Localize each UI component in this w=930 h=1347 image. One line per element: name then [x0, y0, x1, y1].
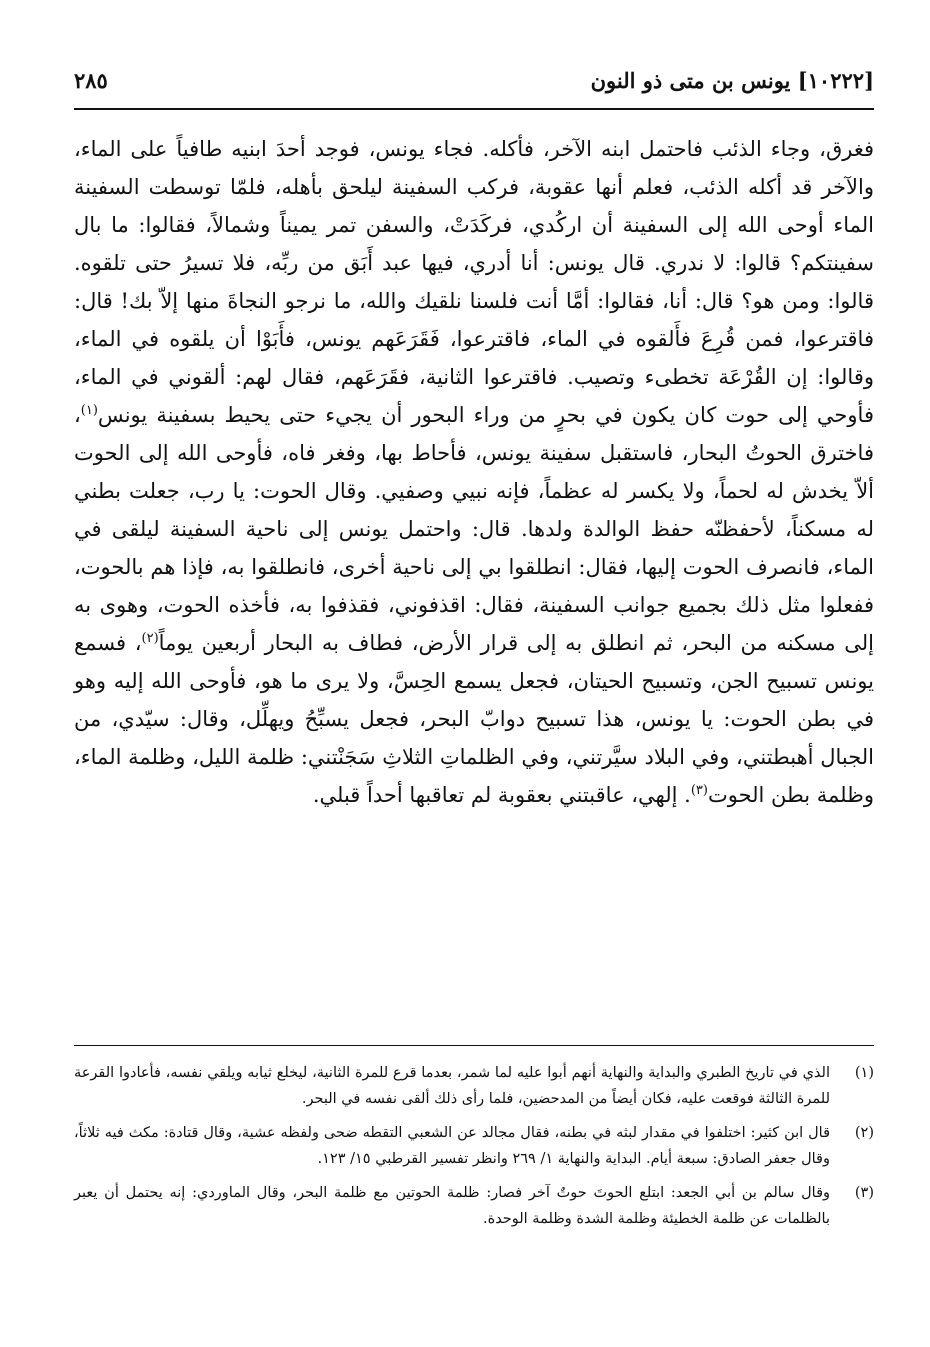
- body-text-part-4: . إلهي، عاقبتني بعقوبة لم تعاقبها أحداً قبلي.: [312, 783, 691, 807]
- running-title: [١٠٢٢٢] يونس بن متى ذو النون: [590, 68, 874, 93]
- footnote-3: [74, 1180, 874, 1232]
- body-paragraph: [74, 130, 874, 814]
- page-header: [74, 62, 874, 102]
- footnote-number: (٣): [854, 1185, 874, 1201]
- footnote-ref-1: (١): [80, 403, 98, 418]
- footnote-2: [74, 1120, 874, 1172]
- page-number: ٢٨٥: [74, 68, 108, 93]
- footnote-ref-3: (٣): [690, 783, 708, 798]
- footnote-text: قال ابن كثير: اختلفوا في مقدار لبثه في بطنه، فقال مجالد عن الشعبي التقطه ضحى ولفظه عشية، وقال قتادة: مكث فيه ثلاثاً، وقال جعفر الصادق: سبعة أيام. البداية والنهاية ١/ ٢٦٩ وانظر تفسير القرطبي ١٥/ ١٢٣.: [74, 1125, 830, 1167]
- footnote-text: الذي في تاريخ الطبري والبداية والنهاية أنهم أبوا عليه لما شمر، بعدما قرع للمرة الثانية، ليخلع ثيابه ويلقي نفسه، فأعادوا القرعة للمرة الثالثة فوقعت عليه، فكان أيضاً من المدحضين، فلما رأى ذلك ألقى نفسه في البحر.: [74, 1065, 830, 1107]
- footnote-number: (٢): [854, 1125, 874, 1141]
- footnote-1: [74, 1060, 874, 1112]
- footnote-text: وقال سالم بن أبي الجعد: ابتلع الحوتَ حوتٌ آخر فصار: ظلمة الحوتين مع ظلمة البحر، وقال الماوردي: إنه يحتمل أن يعبر بالظلمات عن ظلمة الخطيئة وظلمة الشدة وظلمة الوحدة.: [74, 1185, 830, 1227]
- footnote-ref-2: (٢): [141, 631, 159, 646]
- footnote-divider: [74, 1045, 874, 1046]
- main-text: [74, 130, 874, 814]
- body-text-part-2: ، فاخترق الحوتُ البحار، فاستقبل سفينة يونس، فأحاط بها، وفغر فاه، فأوحى الله إلى الحوت ألاّ يخدش له لحماً، ولا يكسر له عظماً، فإنه نبيي وصفيي. وقال الحوت: يا رب، جعلت بطني له مسكناً، لأحفظنّه حفظ الوالدة ولدها. قال: واحتمل يونس إلى ناحية السفينة ليلقى في الماء، فانصرف الحوت إليها، فقال: انطلقوا بي إلى ناحية أخرى، فانطلقوا به، فإذا هم بالحوت، ففعلوا مثل ذلك بجميع جوانب السفينة، فقال: اقذفوني، فقذفوا به، فأخذه الحوت، وهوى به إلى مسكنه من البحر، ثم انطلق به إلى قرار الأرض، فطاف به البحار أربعين يوماً: [74, 403, 875, 655]
- body-text-part-3: ، فسمع يونس تسبيح الجن، وتسبيح الحيتان، فجعل يسمع الحِسَّ، ولا يرى ما هو، فأوحى الله إليه وهو في بطن الحوت: يا يونس، هذا تسبيح دوابّ البحر، فجعل يسبِّحُ ويهلِّل، وقال: سيّدي، من الجبال أهبطتني، وفي البلاد سيَّرتني، وفي الظلماتِ الثلاثِ سَجَنْتني: ظلمة الليل، وظلمة الماء، وظلمة بطن الحوت: [74, 631, 874, 807]
- body-text-part-1: فغرق، وجاء الذئب فاحتمل ابنه الآخر، فأكله. فجاء يونس، فوجد أحدَ ابنيه طافياً على الماء، والآخر قد أكله الذئب، فعلم أنها عقوبة، فركب السفينة ليلحق بأهله، فلمّا توسطت السفينة الماء أوحى الله إلى السفينة أن اركُدي، فركَدَتْ، والسفن تمر يميناً وشمالاً، فقالوا: ما بال سفينتكم؟ قالوا: لا ندري. قال يونس: أنا أدري، فيها عبد أَبَق من ربِّه، فلا تسيرُ حتى تلقوه. قالوا: ومن هو؟ قال: أنا، فقالوا: أمَّا أنت فلسنا نلقيك والله، ما نرجو النجاةَ منها إلاّ بك! قال: فاقترعوا، فمن قُرِعَ فأَلقوه في الماء، فاقترعوا، فَقَرَعَهم يونس، فأَبَوْا أن يلقوه في الماء، وقالوا: إن القُرْعَة تخطىء وتصيب. فاقترعوا الثانية، فقَرَعَهم، فقال لهم: ألقوني في الماء، فأوحي إلى حوت كان يكون في بحرٍ من وراء البحور أن يجيء حتى يحيط بسفينة يونس: [74, 137, 874, 427]
- header-divider: [74, 108, 874, 110]
- footnote-number: (١): [854, 1065, 874, 1081]
- footnotes: [74, 1060, 874, 1240]
